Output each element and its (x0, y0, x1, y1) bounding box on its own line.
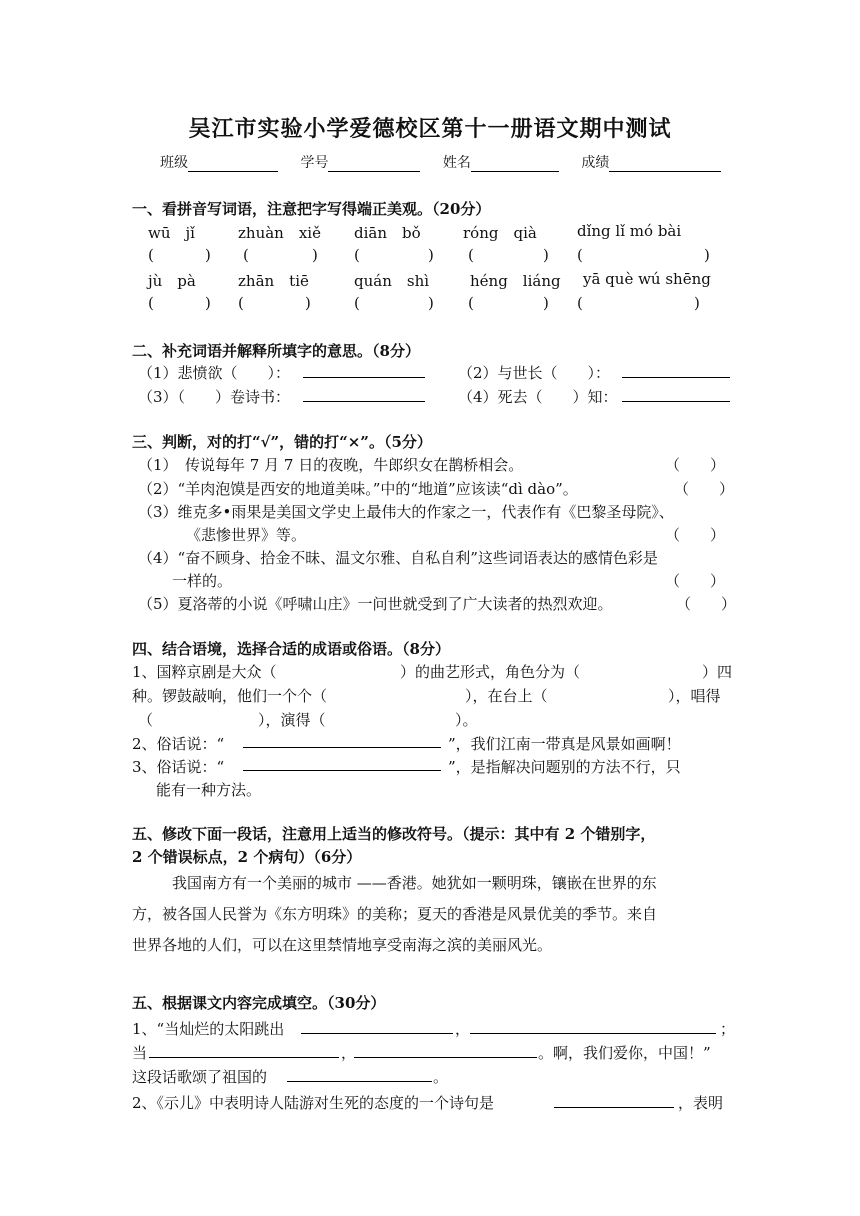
s3-line3b: 《悲惨世界》等。 (186, 526, 307, 544)
s4-line2a: 种。锣鼓敲响，他们一个个（ (132, 687, 328, 705)
section6-heading: 五、根据课文内容完成填空。（30分） (132, 994, 386, 1012)
s6-line3a: 这段话歌颂了祖国的 (132, 1068, 268, 1086)
s2-item2: （2）与世长（ ）： (458, 364, 611, 382)
s3-line5: （5）夏洛蒂的小说《呼啸山庄》一问世就受到了广大读者的热烈欢迎。 (138, 595, 613, 613)
s6-line4b: ，表明 (678, 1094, 724, 1112)
name-field[interactable] (471, 155, 559, 172)
paren-close: ) (428, 294, 434, 312)
pinyin-item: zhuàn xiě (238, 224, 321, 242)
pinyin-item: zhān tiē (238, 272, 309, 290)
paren-open: ( (468, 246, 474, 264)
pinyin-item: jù pà (148, 272, 196, 290)
section3-heading: 三、判断，对的打“√”，错的打“×”。（5分） (132, 433, 432, 451)
s5-para-line2: 方，被各国人民誉为《东方明珠》的美称；夏天的香港是风景优美的季节。来自 (132, 905, 658, 923)
s6-comma: ， (455, 1020, 471, 1038)
score-field[interactable] (609, 155, 721, 172)
s4-line3b: ），演得（ (258, 711, 326, 729)
section1-heading: 一、看拼音写词语，注意把字写得端正美观。（20分） (132, 200, 491, 218)
judge-paren[interactable]: （ ） (665, 456, 726, 474)
judge-paren[interactable]: （ ） (676, 595, 737, 613)
s4-line5a: 3、俗话说：“ (132, 758, 225, 776)
s6-line1a: 1、“当灿烂的太阳跳出 (132, 1020, 285, 1038)
s2-item1: （1）悲愤欲（ ）： (138, 364, 291, 382)
judge-paren[interactable]: （ ） (665, 572, 726, 590)
s4-line3a: （ (138, 711, 154, 729)
paren-open: ( (577, 246, 583, 264)
s4-line2c: ），唱得 (668, 687, 721, 705)
pinyin-item: dǐng lǐ mó bài (577, 222, 682, 240)
score-label: 成绩 (581, 155, 610, 171)
s3-line4b: 一样的。 (172, 572, 233, 590)
pinyin-item: diān bǒ (354, 224, 421, 242)
s4-line1a: 1、国粹京剧是大众（ (132, 663, 277, 681)
id-label: 学号 (300, 155, 329, 171)
s6-blank4[interactable] (354, 1040, 537, 1058)
paren-open: ( (148, 246, 154, 264)
paren-close: ) (428, 246, 434, 264)
paren-open: ( (577, 294, 583, 312)
paren-close: ) (312, 246, 318, 264)
paren-open: ( (238, 294, 244, 312)
paren-open: ( (243, 246, 249, 264)
paren-close: ) (543, 246, 549, 264)
paren-open: ( (354, 246, 360, 264)
s4-blank-proverb2[interactable] (243, 753, 441, 771)
s4-line3c: ）。 (455, 711, 478, 729)
judge-paren[interactable]: （ ） (665, 526, 726, 544)
paren-close: ) (205, 246, 211, 264)
s6-blank5[interactable] (287, 1064, 432, 1082)
paren-close: ) (704, 246, 710, 264)
s4-line5b: ”，是指解决问题别的方法不行，只 (448, 758, 681, 776)
s4-line1b: ）的曲艺形式，角色分为（ (400, 663, 581, 681)
paren-open: ( (354, 294, 360, 312)
s6-comma2: ， (341, 1044, 357, 1062)
s3-line1: （1） 传说每年 7 月 7 日的夜晚，牛郎织女在鹊桥相会。 (138, 456, 524, 474)
s6-line2a: 当 (132, 1044, 148, 1062)
s6-blank6[interactable] (554, 1090, 674, 1108)
paren-close: ) (305, 294, 311, 312)
s2-blank1[interactable] (303, 360, 425, 378)
section5-heading-line2: 2 个错误标点，2 个病句）（6分） (132, 848, 362, 866)
s2-item3: （3）（ ）卷诗书： (138, 388, 291, 406)
s6-blank3[interactable] (149, 1040, 339, 1058)
pinyin-item: héng liáng (470, 272, 561, 290)
s4-blank-proverb1[interactable] (243, 730, 441, 748)
s4-line1c: ）四 (702, 663, 733, 681)
judge-paren[interactable]: （ ） (674, 480, 735, 498)
pinyin-item: wū jǐ (148, 224, 195, 242)
s3-line4a: （4）“奋不顾身、拾金不昧、温文尔雅、自私自利”这些词语表达的感情色彩是 (138, 549, 658, 567)
s6-line3b: 。 (433, 1068, 449, 1086)
page-title: 吴江市实验小学爱德校区第十一册语文期中测试 (188, 116, 672, 142)
paren-close: ) (205, 294, 211, 312)
s6-blank2[interactable] (470, 1016, 716, 1034)
s6-blank1[interactable] (301, 1016, 453, 1034)
class-label: 班级 (160, 155, 188, 171)
s5-para-line3: 世界各地的人们，可以在这里禁情地享受南海之滨的美丽风光。 (132, 936, 553, 954)
info-line (160, 152, 721, 172)
s6-semicolon: ； (720, 1020, 736, 1038)
section4-heading: 四、结合语境，选择合适的成语或俗语。（8分） (132, 640, 450, 658)
s4-line6: 能有一种方法。 (156, 781, 262, 799)
name-label: 姓名 (442, 155, 471, 171)
s2-blank2[interactable] (622, 360, 730, 378)
section5-heading-line1: 五、修改下面一段话，注意用上适当的修改符号。（提示：其中有 2 个错别字， (132, 825, 656, 843)
pinyin-item: róng qià (463, 224, 537, 242)
class-field[interactable] (188, 155, 278, 172)
s3-line2: （2）“羊肉泡馍是西安的地道美味。”中的“地道”应该读“dì dào”。 (138, 480, 578, 498)
s4-line4a: 2、俗话说：“ (132, 735, 225, 753)
s2-blank4[interactable] (622, 384, 730, 402)
s5-para-line1: 我国南方有一个美丽的城市 ——香港。她犹如一颗明珠，镶嵌在世界的东 (172, 874, 657, 892)
paren-open: ( (148, 294, 154, 312)
paren-close: ) (543, 294, 549, 312)
s6-line2c: 。啊，我们爱你，中国！” (538, 1044, 711, 1062)
id-field[interactable] (328, 155, 420, 172)
s3-line3a: （3）维克多•雨果是美国文学史上最伟大的作家之一，代表作有《巴黎圣母院》、 (138, 503, 674, 521)
pinyin-item: quán shì (354, 272, 430, 290)
s2-item4: （4）死去（ ）知： (458, 388, 618, 406)
section2-heading: 二、补充词语并解释所填字的意思。（8分） (132, 342, 420, 360)
paren-open: ( (468, 294, 474, 312)
paren-close: ) (694, 294, 700, 312)
s4-line2b: ），在台上（ (465, 687, 548, 705)
s2-blank3[interactable] (303, 384, 425, 402)
s6-line4a: 2、《示儿》中表明诗人陆游对生死的态度的一个诗句是 (132, 1094, 495, 1112)
s4-line4b: ”，我们江南一带真是风景如画啊！ (448, 735, 681, 753)
pinyin-item: yā què wú shēng (583, 270, 711, 288)
